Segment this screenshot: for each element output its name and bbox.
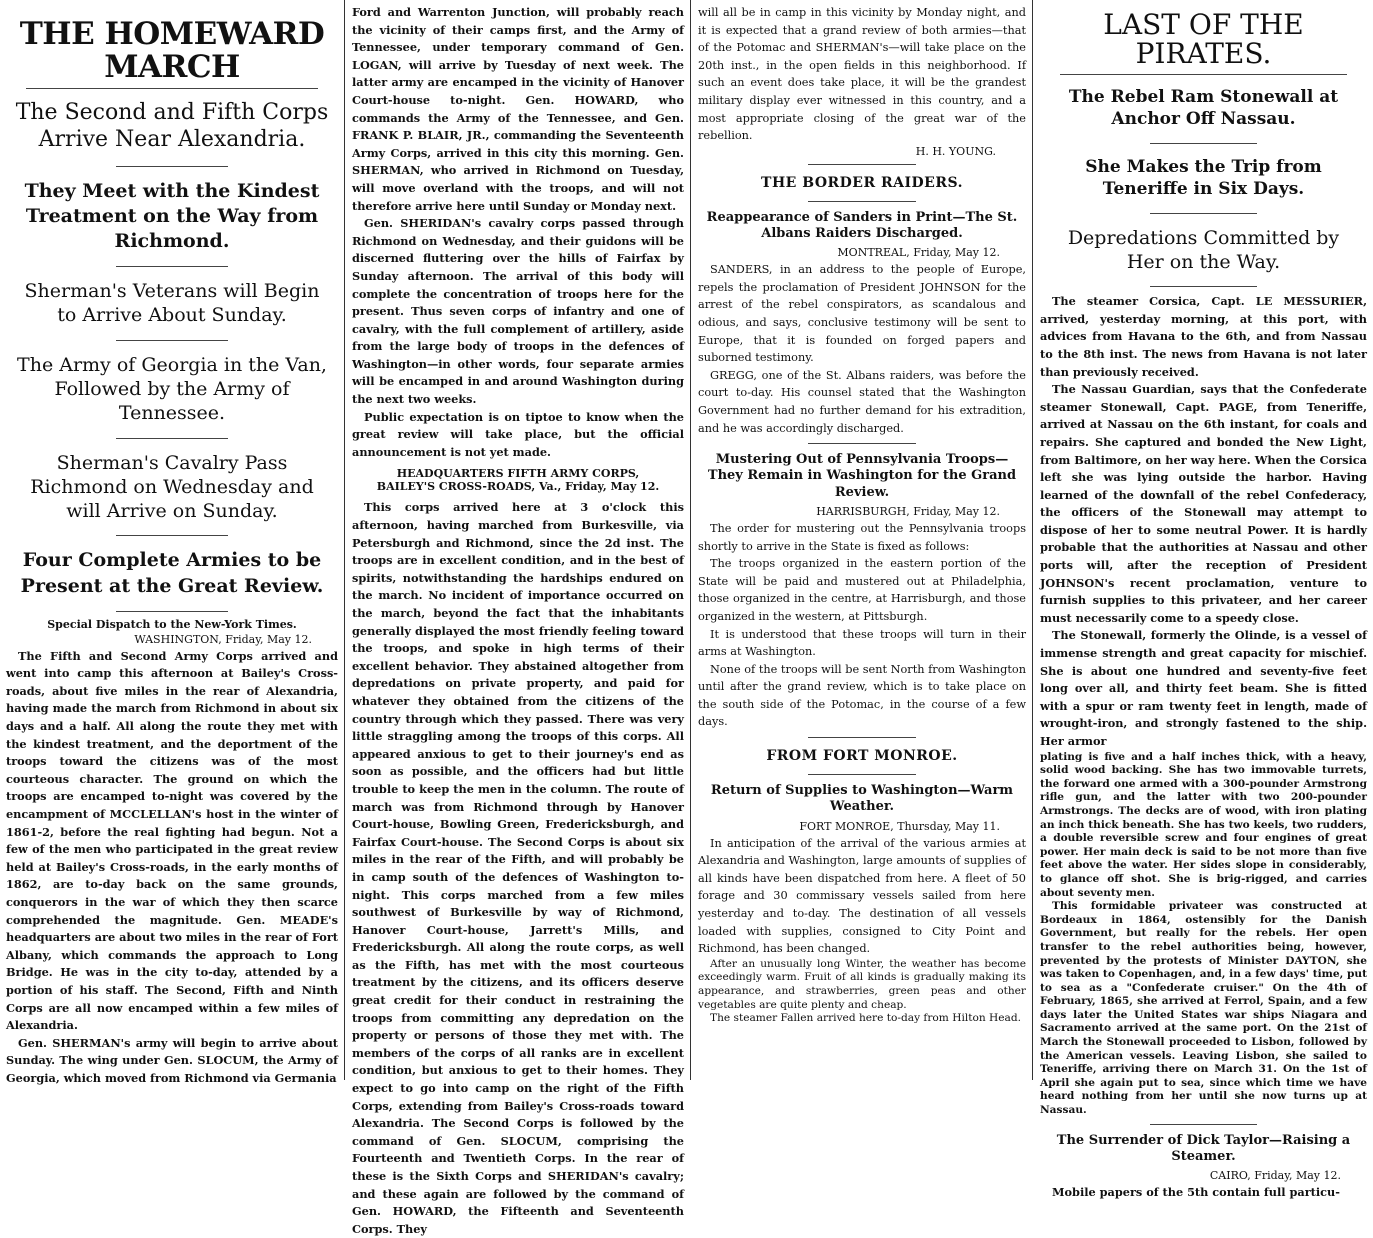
paragraph: Mobile papers of the 5th contain full particu- [1052, 1185, 1340, 1200]
paragraph: plating is five and a half inches thick, with a heavy, solid wood backing. She has two immovable turrets, the forward one armed with a 300-pounder Armstrong rifle gun, and the latter with two 200-pounder Armstrongs. The decks are of wood, with iron plating an inch thick beneath. She has two keels, two rudders, a double reversible screw and four engines of great power. Her main deck is said to be not more than five feet above the water. Her sides slope in considerably, to glance off shot. She is brig-rigged, and carries about seventy men. [1040, 750, 1367, 899]
paragraph: SANDERS, in an address to the people of Europe, repels the proclamation of President JOHNSON for the arrest of the rebel conspirators, as scandalous and odious, and says, conclusive testimony will be sent to Europe, that it is founded on forged papers and suborned testimony. [698, 263, 1026, 365]
column-3 [692, 0, 1032, 1080]
subhead-4: The Army of Georgia in the Van, Followed by the Army of Tennessee. [17, 353, 327, 425]
paragraph: The steamer Fallen arrived here to-day from Hilton Head. [710, 1012, 1022, 1025]
paragraph: Gen. SHERIDAN's cavalry corps passed through Richmond on Wednesday, and their guidons will be discerned fluttering over the hills of Fairfax by Sunday afternoon. The arrival of this body will complete the concentration of troops here for the present. Thus seven corps of infantry and one of cavalry, with the full complement of artillery, aside from the large body of troops in the defences of Washington—in other words, four separate armies will be encamped in and around Washington during the next two weeks. [352, 216, 684, 407]
column-2 [346, 0, 690, 1236]
paragraph: The troops organized in the eastern portion of the State will be paid and mustered out at Philadelphia, those organized in the centre, at Harrisburgh, and those organized in the western, at Pittsburgh. [698, 557, 1026, 623]
subhead-6: Four Complete Armies to be Present at the Great Review. [20, 549, 324, 597]
column-4 [1034, 0, 1373, 1200]
paragraph: GREGG, one of the St. Albans raiders, was before the court to-day. His counsel stated that the Washington Government had no further demand for his extradition, and he was accordingly discharged. [698, 368, 1026, 435]
paragraph: Gen. SHERMAN's army will begin to arrive about Sunday. The wing under Gen. SLOCUM, the Army of Georgia, which moved from Richmond via Germania [6, 1035, 338, 1085]
subhead-dick-taylor: The Surrender of Dick Taylor—Raising a Steamer. [1056, 1132, 1351, 1164]
paragraph: After an unusually long Winter, the weather has become exceedingly warm. Fruit of all kinds is gradually making its appearance, and strawberries, green peas and other vegetables are quite plenty and cheap. [698, 957, 1026, 1011]
subhead-mustering-out: Mustering Out of Pennsylvania Troops—They Remain in Washington for the Grand Review. [707, 452, 1017, 500]
dateline: HARRISBURGH, Friday, May 12. [816, 504, 1000, 518]
paragraph: The Fifth and Second Army Corps arrived and went into camp this afternoon at Bailey's Cross-roads, about five miles in the rear of Alexandria, having made the march from Richmond in about six days and a half. All along the route they met with the kindest treatment, and the deportment of the troops toward the citizens was of the most courteous character. The ground on which the troops are encamped to-night was covered by the encampment of MCCLELLAN's host in the winter of 1861-2, before the real fighting had begun. Not a few of the men who participated in the great review held at Bailey's Cross-roads, in the early months of 1862, are to-day back on the same grounds, conquerors in the war of which they then scarce comprehended the magnitude. Gen. MEADE's headquarters are about two miles in the rear of Fort Albany, which commands the approach to Long Bridge. He was in the city to-day, attended by a portion of his staff. The Second, Fifth and Ninth Corps are all now encamped within a few miles of Alexandria. [6, 648, 338, 1033]
paragraph: The Stonewall, formerly the Olinde, is a vessel of immense strength and great capacity for mischief. She is about one hundred and seventy-five feet long over all, and thirty feet beam. She is fitted with a spur or ram twenty feet in length, made of wrought-iron, and strongly fastened to the ship. Her armor [1040, 628, 1367, 748]
section-fort-monroe: FROM FORT MONROE. [766, 748, 958, 765]
paragraph: In anticipation of the arrival of the various armies at Alexandria and Washington, large amounts of supplies of all kinds have been dispatched from here. A fleet of 50 forage and 30 commissary vessels sailed from here yesterday and to-day. The destination of all vessels loaded with supplies, consigned to City Point and Richmond, has been changed. [698, 836, 1026, 956]
paragraph: The order for mustering out the Pennsylvania troops shortly to arrive in the State is fixed as follows: [698, 521, 1026, 553]
subhead-supplies: Return of Supplies to Washington—Warm Weather. [710, 783, 1014, 815]
subhead-5: Sherman's Cavalry Pass Richmond on Wednesday and will Arrive on Sunday. [30, 451, 314, 523]
paragraph: The steamer Corsica, Capt. LE MESSURIER, arrived, yesterday morning, at this port, with advices from Havana to the 6th, and from Nassau to the 8th inst. The news from Havana is not later than previously received. [1040, 294, 1367, 379]
paragraph: will all be in camp in this vicinity by Monday night, and it is expected that a grand review of both armies—that of the Potomac and SHERMAN's—will take place on the 20th inst., in the open fields in this neighborhood. If such an event does take place, it will be the grandest military display ever witnessed in this country, and a most appropriate closing of the great war of the rebellion. [698, 6, 1026, 143]
headquarters-dateline: HEADQUARTERS FIFTH ARMY CORPS, BAILEY'S CROSS-ROADS, Va., Friday, May 12. [376, 467, 660, 494]
subhead-3: Depredations Committed by Her on the Way. [1067, 226, 1340, 273]
dateline: WASHINGTON, Friday, May 12. [134, 632, 312, 646]
paragraph: Ford and Warrenton Junction, will probably reach the vicinity of their camps first, and the Army of Tennessee, under temporary command of Gen. LOGAN, will arrive by Tuesday of next week. The latter army are encamped in the vicinity of Hanover Court-house to-night. Gen. HOWARD, who commands the Army of the Tennessee, and Gen. FRANK P. BLAIR, JR., commanding the Seventeenth Army Corps, arrived in this city this morning. Gen. SHERMAN, who arrived in Richmond on Tuesday, will move overland with the troops, and will not therefore arrive here until Sunday or Monday next. [352, 5, 684, 213]
column-1 [0, 0, 344, 1085]
subhead-1: The Second and Fifth Corps Arrive Near Alexandria. [15, 100, 329, 152]
paragraph: None of the troops will be sent North from Washington until after the grand review, which is to take place on the south side of the Potomac, in the course of a few days. [698, 662, 1026, 729]
subhead-2: She Makes the Trip from Teneriffe in Six Days. [1085, 156, 1322, 200]
headline-last-of-pirates: LAST OF THE PIRATES. [1103, 8, 1304, 71]
paragraph: The Nassau Guardian, says that the Confederate steamer Stonewall, Capt. PAGE, from Teneriffe, arrived at Nassau on the 6th instant, for coals and repairs. She captured and bonded the New Light, from Baltimore, on her way here. When the Corsica left she was lying outside the harbor. Having learned of the downfall of the rebel Confederacy, the officers of the Stonewall may attempt to dispose of her to some neutral Power. It is hardly probable that the authorities at Nassau and other ports will, after the reception of President JOHNSON's recent proclamation, venture to furnish supplies to this privateer, and her career must necessarily come to a speedy close. [1040, 382, 1367, 625]
subhead-1: The Rebel Ram Stonewall at Anchor Off Nassau. [1068, 86, 1339, 130]
paragraph: It is understood that these troops will turn in their arms at Washington. [698, 627, 1026, 659]
dispatch-line: Special Dispatch to the New-York Times. [47, 617, 297, 631]
subhead-3: Sherman's Veterans will Begin to Arrive About Sunday. [24, 279, 320, 327]
dateline: FORT MONROE, Thursday, May 11. [799, 819, 1000, 833]
subhead-2: They Meet with the Kindest Treatment on the Way from Richmond. [24, 179, 320, 252]
dateline: CAIRO, Friday, May 12. [1209, 1169, 1341, 1183]
section-border-raiders: THE BORDER RAIDERS. [761, 174, 963, 191]
paragraph: This formidable privateer was constructed at Bordeaux in 1864, ostensibly for the Danish Government, but really for the rebels. Her open transfer to the rebel authorities being, however, prevented by the protests of Minister DAYTON, she was taken to Copenhagen, and, in a few days' time, put to sea as a "Confederate cruiser." On the 4th of February, 1865, she arrived at Ferrol, Spain, and a few days later the United States war ships Niagara and Sacramento arrived at the same port. On the 21st of March the Stonewall proceeded to Lisbon, followed by the American vessels. Leaving Lisbon, she sailed to Teneriffe, arriving there on March 31. On the 1st of April she again put to sea, since which time we have heard nothing from her until she now turns up at Nassau. [1040, 900, 1367, 1117]
paragraph: Public expectation is on tiptoe to know when the great review will take place, but the official announcement is not yet made. [352, 409, 684, 459]
dateline: MONTREAL, Friday, May 12. [837, 246, 1000, 260]
subhead-sanders: Reappearance of Sanders in Print—The St. Albans Raiders Discharged. [706, 209, 1018, 241]
headline-homeward-march: THE HOMEWARD MARCH [19, 16, 325, 85]
paragraph: This corps arrived here at 3 o'clock this afternoon, having marched from Burkesville, via Petersburgh and Richmond, since the 2d inst. The troops are in excellent condition, and in the best of spirits, notwithstanding the hardships endured on the march. No incident of importance occurred on the march, beyond the fact that the inhabitants generally displayed the most friendly feeling toward the troops, and spoke in high terms of their excellent behavior. They abstained altogether from depredations on private property, and paid for whatever they obtained from the citizens of the country through which they passed. There was very little straggling among the troops of this corps. All appeared anxious to get to their journey's end as soon as possible, and the officers had but little trouble to keep the men in the column. The route of march was from Richmond through by Hanover Court-house, Bowling Green, Fredericksburgh, and Fairfax Court-house. The Second Corps is about six miles in the rear of the Fifth, and will probably be in camp south of the defences of Washington to-night. This corps marched from a few miles southwest of Burkesville by way of Richmond, Hanover Court-house, Jarrett's Mills, and Fredericksburgh. All along the route corps, as well as the Fifth, has met with the most courteous treatment by the citizens, and its officers deserve great credit for their conduct in restraining the troops from committing any depredation on the property or persons of those they met with. The members of the corps of all ranks are in excellent condition, but anxious to get to their homes. They expect to go into camp on the right of the Fifth Corps, extending from Bailey's Cross-roads toward Alexandria. The Second Corps is followed by the command of Gen. SLOCUM, comprising the Fourteenth and Twentieth Corps. In the rear of these is the Sixth Corps and SHERIDAN's cavalry; and these again are followed by the command of Gen. HOWARD, the Fifteenth and Seventeenth Corps. They [352, 500, 684, 1236]
signoff: H. H. YOUNG. [915, 144, 996, 158]
